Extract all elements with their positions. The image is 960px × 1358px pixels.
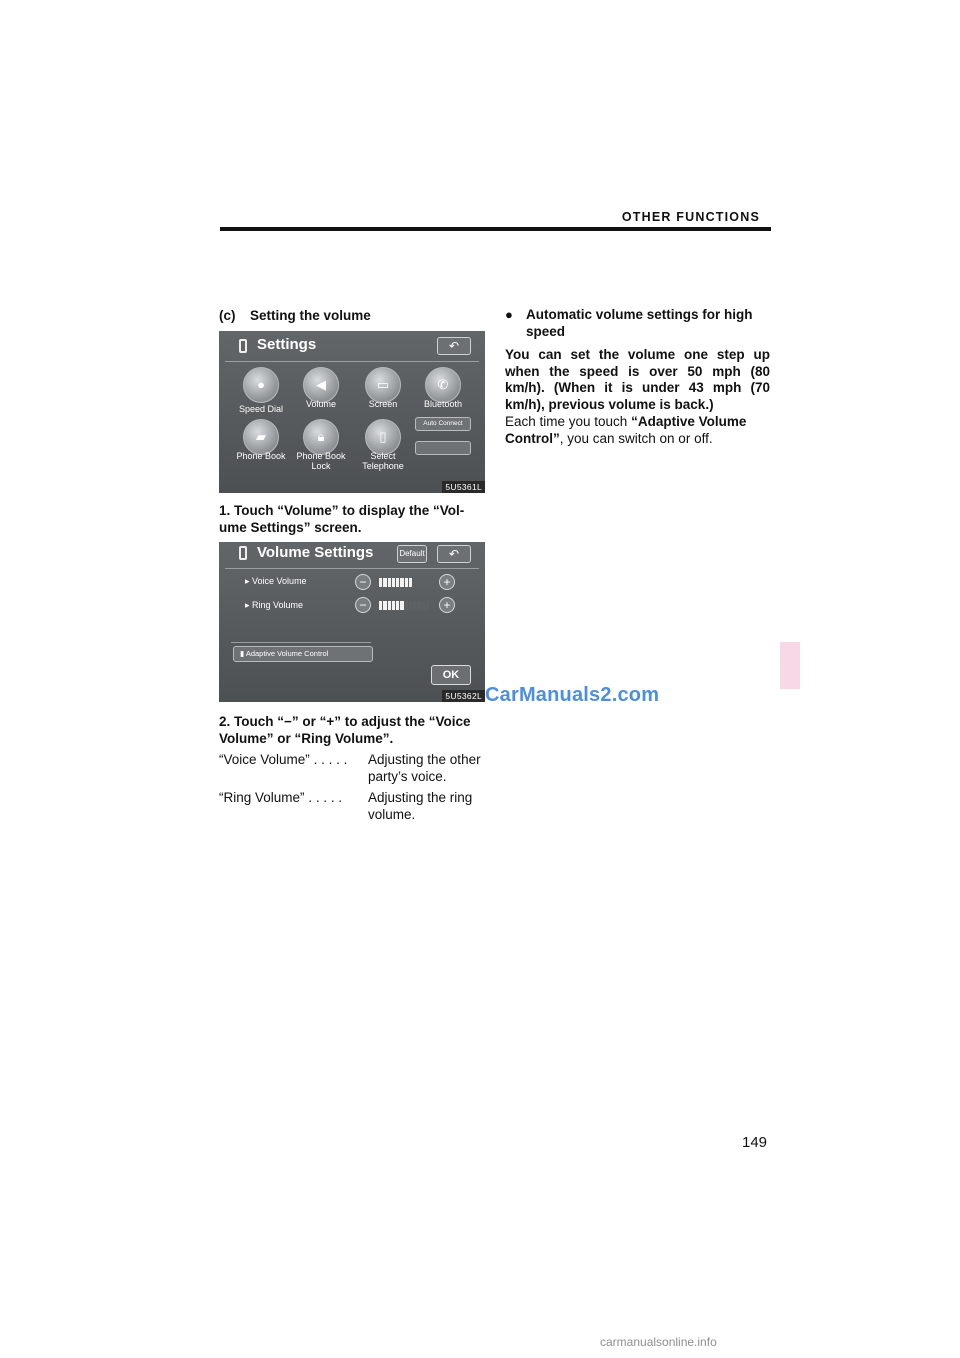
ring-volume-bar	[379, 601, 429, 610]
screen-code: 5U5362L	[442, 690, 485, 702]
step-2-text: 2. Touch “−” or “+” to adjust the “Voice Volume” or “Ring Volume”.	[219, 714, 471, 746]
adaptive-separator	[231, 642, 371, 643]
volume-settings-title: Volume Settings	[257, 544, 374, 561]
volume-segment	[392, 601, 395, 610]
bluetooth-label: Bluetooth	[423, 399, 463, 409]
volume-segment	[379, 578, 382, 587]
phone-icon	[239, 339, 247, 353]
speed-dial-label: Speed Dial	[238, 404, 284, 414]
volume-segment	[400, 578, 403, 587]
volume-segment	[417, 578, 420, 587]
watermark-text: CarManuals2.com	[485, 684, 660, 706]
volume-settings-screen-image	[219, 542, 485, 702]
volume-segment	[400, 601, 403, 610]
screen-icon[interactable]: ▭	[365, 367, 401, 403]
definition-voice-volume	[219, 752, 485, 785]
screen-separator	[225, 361, 479, 362]
voice-minus-button[interactable]: −	[355, 574, 371, 590]
volume-segment	[388, 601, 391, 610]
blank-setting-button[interactable]	[415, 441, 471, 455]
volume-segment	[396, 578, 399, 587]
screen-label: Screen	[368, 399, 398, 409]
volume-icon[interactable]: ◀	[303, 367, 339, 403]
volume-segment	[413, 601, 416, 610]
speed-dial-icon[interactable]: ●	[243, 367, 279, 403]
auto-volume-note	[505, 414, 770, 447]
select-telephone-label: Select Telephone	[362, 451, 404, 471]
volume-segment	[379, 601, 382, 610]
section-title: Setting the volume	[250, 308, 371, 323]
voice-plus-button[interactable]: +	[439, 574, 455, 590]
volume-segment	[383, 601, 386, 610]
volume-segment	[405, 578, 408, 587]
screen-separator	[225, 568, 479, 569]
back-button[interactable]: ↶	[437, 545, 471, 563]
step-1-text: 1. Touch “Volume” to display the “Vol-ume Settings” screen.	[219, 503, 465, 535]
phone-book-lock-label: Phone Book Lock	[296, 451, 346, 471]
auto-volume-body: You can set the volume one step up when the speed is over 50 mph (80 km/h). (When it is under 43 mph (70 km/h), previous volume is back.)	[505, 347, 770, 412]
phone-book-icon[interactable]: ▰	[243, 419, 279, 455]
volume-segment	[388, 578, 391, 587]
section-number: (c)	[219, 308, 236, 323]
screen-code: 5U5361L	[442, 481, 485, 493]
auto-volume-heading: Automatic volume settings for high speed	[526, 307, 753, 339]
note-suffix: , you can switch on or off.	[559, 430, 713, 446]
ring-plus-button[interactable]: +	[439, 597, 455, 613]
settings-screen-image	[219, 331, 485, 493]
voice-volume-label: ▸ Voice Volume	[245, 576, 307, 586]
volume-segment	[422, 601, 425, 610]
ring-volume-text: Ring Volume	[252, 600, 304, 610]
definition-term: “Voice Volume”	[219, 752, 310, 767]
voice-volume-text: Voice Volume	[252, 576, 307, 586]
section-heading	[219, 308, 371, 323]
definition-dots: . . . . .	[313, 752, 348, 767]
auto-connect-button[interactable]: Auto Connect	[415, 417, 471, 431]
select-telephone-icon[interactable]: ▯	[365, 419, 401, 455]
ring-volume-label: ▸ Ring Volume	[245, 600, 304, 610]
volume-segment	[405, 601, 408, 610]
volume-segment	[426, 578, 429, 587]
page-header-title: OTHER FUNCTIONS	[621, 210, 760, 224]
volume-segment	[396, 601, 399, 610]
phone-book-lock-icon[interactable]: 🔒︎	[303, 419, 339, 455]
volume-segment	[417, 601, 420, 610]
footer-watermark: carmanualsonline.info	[600, 1335, 717, 1349]
definition-desc: Adjusting the ring volume.	[368, 790, 473, 822]
volume-segment	[392, 578, 395, 587]
header-rule	[220, 227, 771, 231]
volume-segment	[413, 578, 416, 587]
volume-segment	[383, 578, 386, 587]
definition-term: “Ring Volume”	[219, 790, 305, 805]
definition-dots: . . . . .	[308, 790, 343, 805]
phone-icon	[239, 546, 247, 560]
section-tab	[780, 642, 800, 689]
adaptive-volume-control-button[interactable]: ▮ Adaptive Volume Control	[233, 646, 373, 662]
page-number: 149	[742, 1134, 768, 1151]
definition-desc: Adjusting the other party’s voice.	[368, 752, 481, 784]
note-emphasis: “Adaptive Volume Control”	[505, 414, 747, 446]
bluetooth-icon[interactable]: ✆	[425, 367, 461, 403]
volume-label: Volume	[305, 399, 337, 409]
volume-segment	[422, 578, 425, 587]
ring-minus-button[interactable]: −	[355, 597, 371, 613]
voice-volume-bar	[379, 578, 429, 587]
settings-screen-title: Settings	[257, 336, 317, 353]
default-button[interactable]: Default	[397, 545, 427, 563]
phone-book-label: Phone Book	[236, 451, 286, 461]
ok-button[interactable]: OK	[431, 665, 471, 685]
bullet-icon: ●	[505, 307, 513, 322]
adaptive-volume-control-label: Adaptive Volume Control	[245, 649, 329, 658]
back-button[interactable]: ↶	[437, 337, 471, 355]
volume-segment	[426, 601, 429, 610]
volume-segment	[409, 578, 412, 587]
note-prefix: Each time you touch	[505, 414, 632, 429]
definition-ring-volume	[219, 790, 485, 823]
volume-segment	[409, 601, 412, 610]
